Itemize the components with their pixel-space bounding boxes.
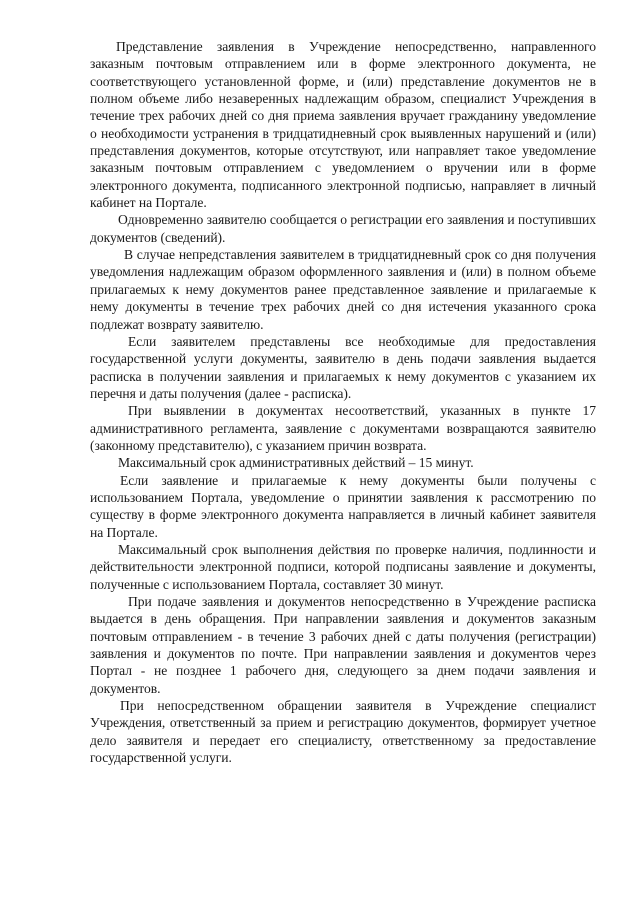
paragraph-9: При подаче заявления и документов непосредственно в Учреждение расписка выдается в день обращения. При направлении заявления и документов заказным почтовым отправлением - в течение 3 рабочих дней с даты получения (регистрации) заявления и документов по почте. При направлении заявления и документов через Портал - не позднее 1 рабочего дня, следующего за днем подачи заявления и документов. bbox=[90, 594, 596, 696]
document-page bbox=[90, 38, 596, 766]
paragraph-5: При выявлении в документах несоответствий, указанных в пункте 17 административного регламента, заявление с документами возвращаются заявителю (законному представителю), с указанием причин возврата. bbox=[90, 403, 596, 453]
paragraph-4: Если заявителем представлены все необходимые для предоставления государственной услуги документы, заявителю в день подачи заявления выдается расписка в получении заявления и прилагаемых к нему документов с указанием их перечня и даты получения (далее - расписка). bbox=[90, 333, 596, 401]
paragraph-10: При непосредственном обращении заявителя в Учреждение специалист Учреждения, ответственный за прием и регистрацию документов, формирует учетное дело заявителя и передает его специалисту, ответственному за предоставление государственной услуги. bbox=[90, 698, 596, 766]
paragraph-8: Максимальный срок выполнения действия по проверке наличия, подлинности и действительности электронной подписи, которой подписаны заявление и документы, полученные с использованием Портала, составляет 30 минут. bbox=[90, 541, 596, 592]
paragraph-3: В случае непредставления заявителем в тридцатидневный срок со дня получения уведомления надлежащим образом оформленного заявления и (или) в полном объеме прилагаемых к нему документов ранее представленное заявление и прилагаемые к нему документы в течение трех рабочих дней со дня истечения указанного срока подлежат возврату заявителю. bbox=[90, 247, 596, 332]
paragraph-7: Если заявление и прилагаемые к нему документы были получены с использованием Портала, уведомление о принятии заявления к рассмотрению по существу в форме электронного документа направляется в личный кабинет заявителя на Портале. bbox=[90, 472, 596, 540]
paragraph-2: Одновременно заявителю сообщается о регистрации его заявления и поступивших документов (сведений). bbox=[90, 212, 596, 245]
paragraph-6: Максимальный срок административных действий – 15 минут. bbox=[118, 455, 474, 471]
paragraph-1: Представление заявления в Учреждение непосредственно, направленного заказным почтовым отправлением или в форме электронного документа, не соответствующего установленной форме, и (или) представление документов не в полном объеме либо незаверенных надлежащим образом, специалист Учреждения в течение трех рабочих дней со дня приема заявления вручает гражданину уведомление о необходимости устранения в тридцатидневный срок выявленных нарушений и (или) представления документов, которые отсутствуют, или направляет такое уведомление заказным почтовым отправлением с уведомлением о вручении или в форме электронного документа, подписанного электронной подписью, направляет в личный кабинет на Портале. bbox=[90, 39, 596, 211]
